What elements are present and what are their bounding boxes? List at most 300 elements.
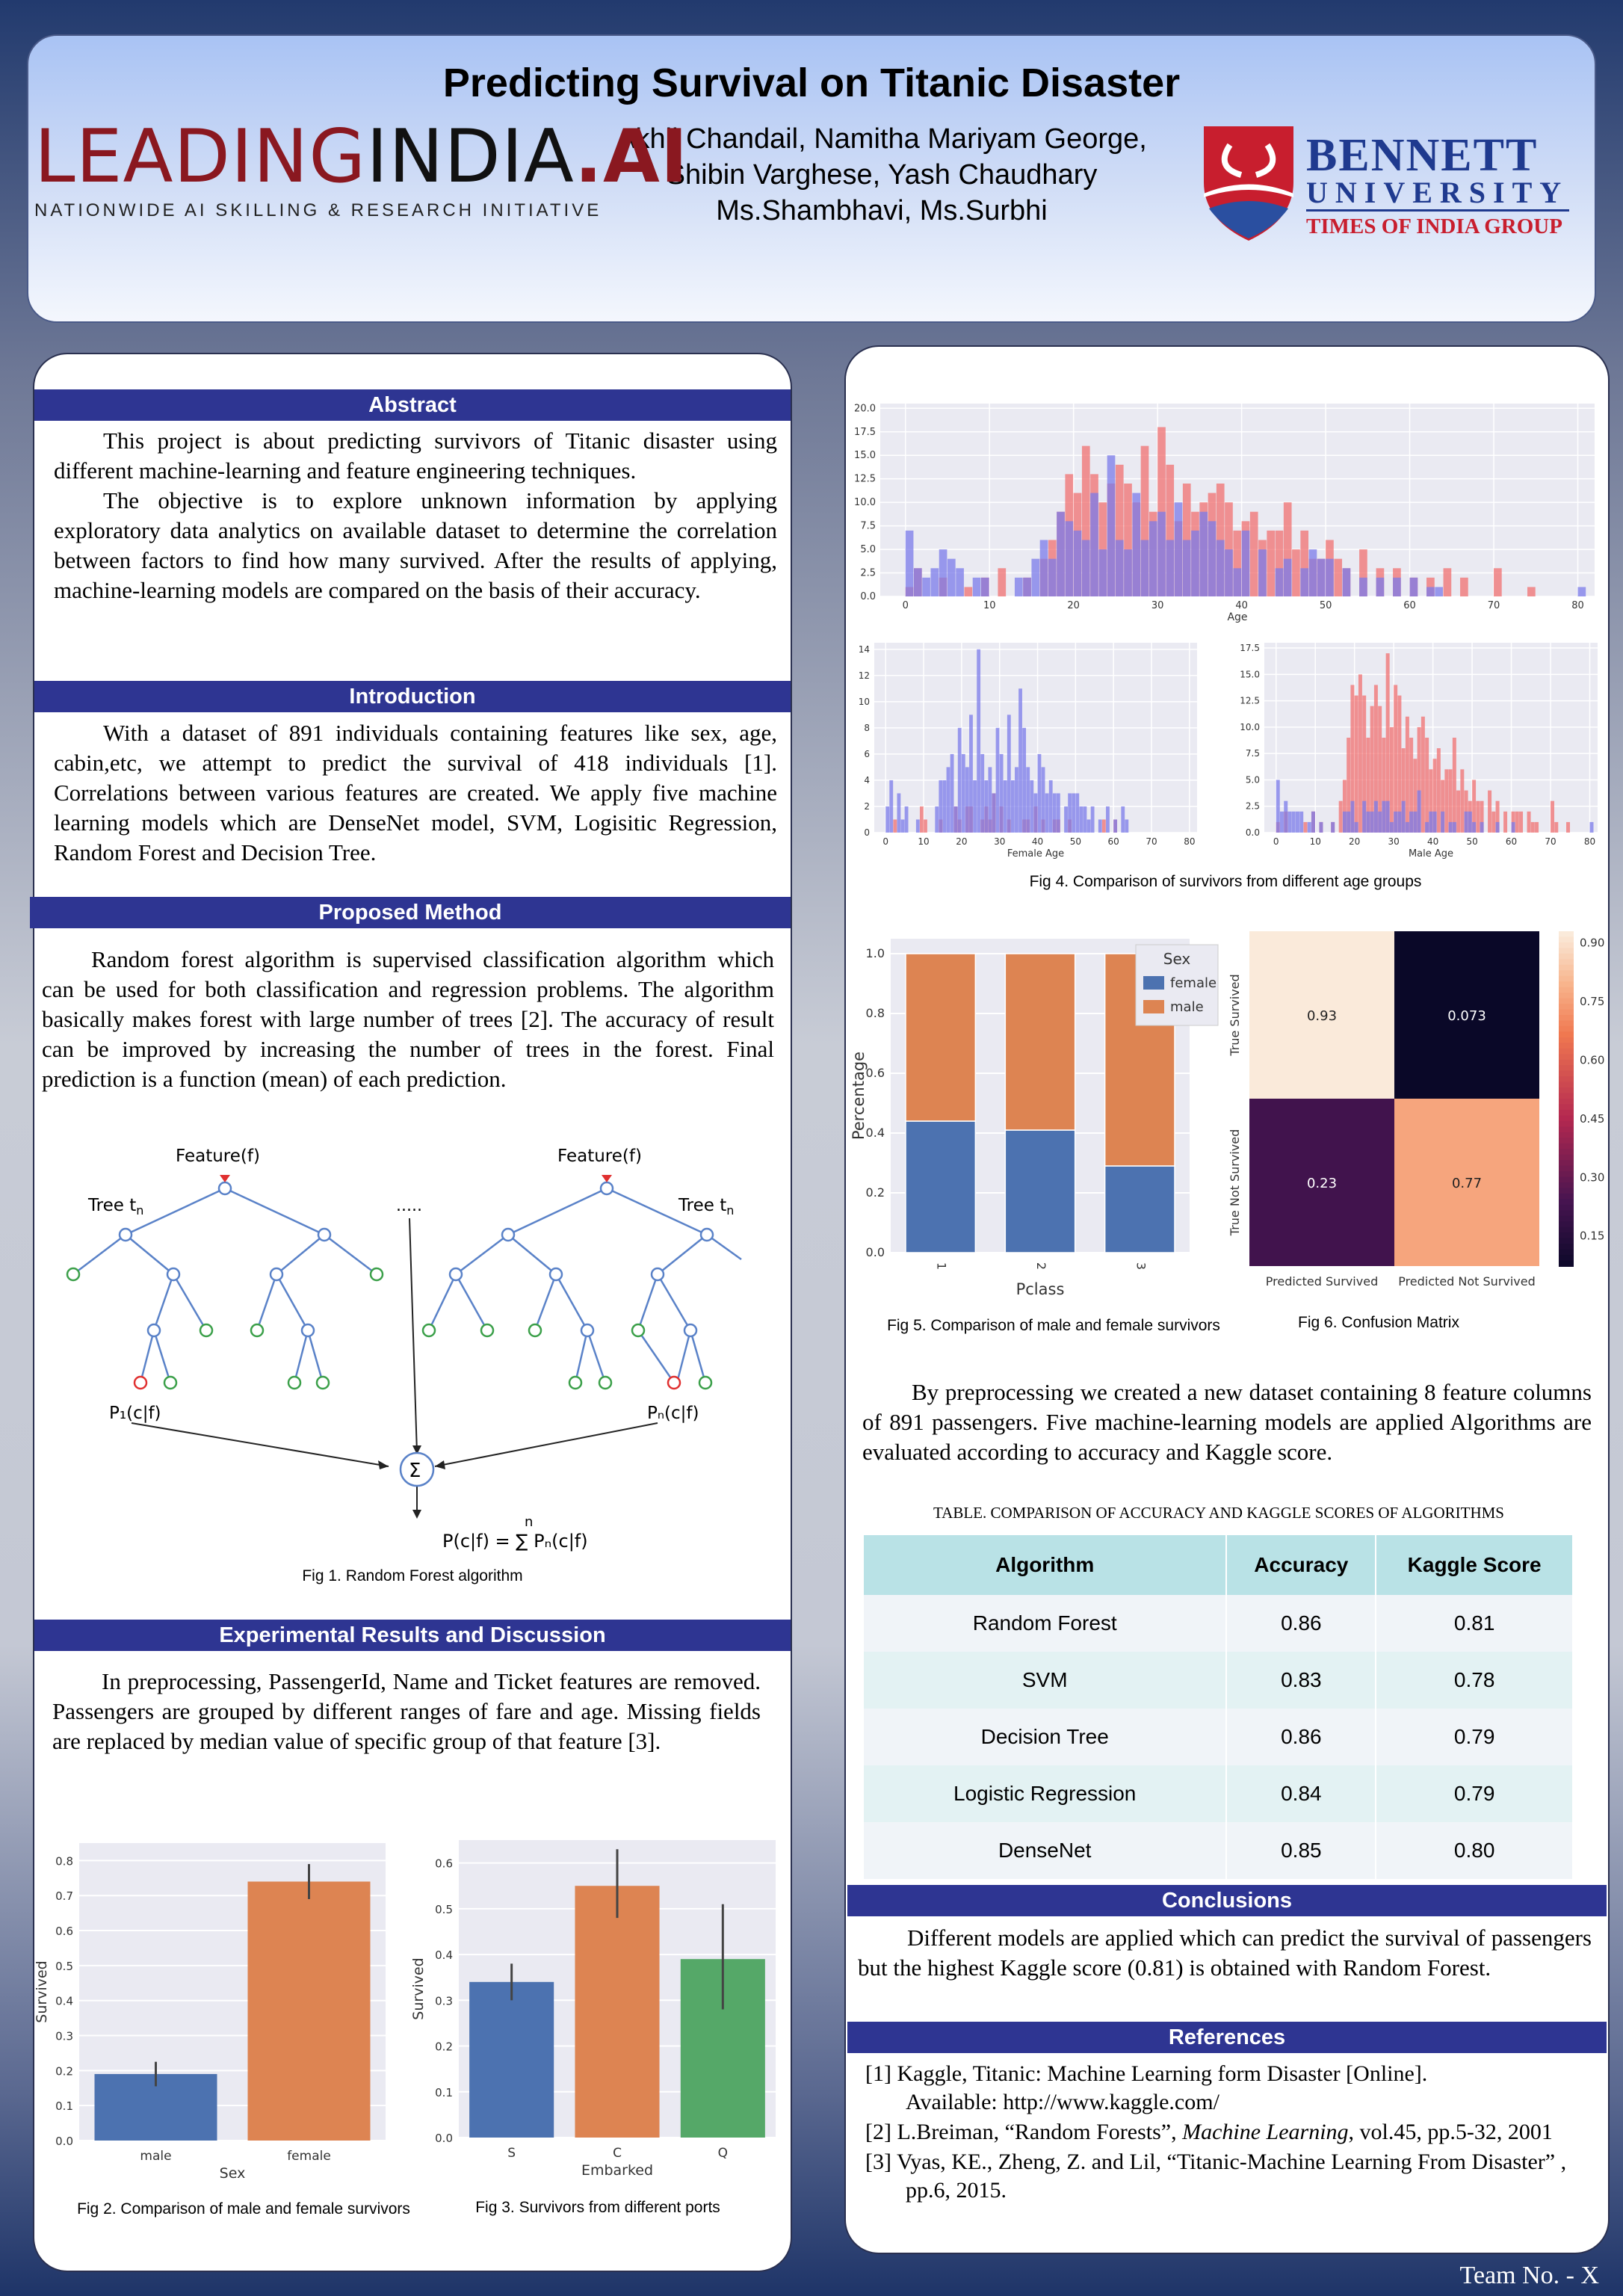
histogram-bar: [1267, 531, 1275, 596]
histogram-bar: [1311, 812, 1315, 833]
histogram-bar: [1390, 822, 1394, 833]
histogram-bar: [1421, 717, 1425, 833]
logo-tagline: NATIONWIDE AI SKILLING & RESEARCH INITIATIVE: [34, 200, 602, 220]
colorbar-segment: [1559, 981, 1574, 987]
y-tick-label: 0.4: [55, 1994, 73, 2008]
fig4-female-histogram: [846, 629, 1205, 867]
fig6-confusion-matrix: [1227, 927, 1605, 1315]
histogram-bar: [1374, 801, 1378, 833]
histogram-bar: [1590, 822, 1594, 833]
histogram-bar: [920, 806, 924, 833]
colorbar-segment: [1559, 1082, 1574, 1088]
leadingindia-logo: [34, 114, 689, 232]
x-tick-label: 0: [902, 600, 909, 611]
colorbar-segment: [1559, 1115, 1574, 1121]
x-axis-label: Female Age: [1007, 848, 1065, 860]
histogram-bar: [998, 568, 1006, 596]
histogram-bar: [964, 587, 972, 596]
colorbar-segment: [1559, 1188, 1574, 1194]
preprocessing-text: [862, 1377, 1592, 1467]
colorbar-segment: [1559, 1255, 1574, 1261]
y-tick-label: 0.0: [1245, 827, 1260, 838]
x-tick-label: 60: [1505, 836, 1518, 847]
histogram-bar: [939, 780, 942, 833]
histogram-bar: [939, 549, 947, 596]
histogram-bar: [1376, 578, 1385, 596]
histogram-bar: [1472, 822, 1476, 833]
colorbar-tick-label: 0.60: [1580, 1053, 1605, 1067]
x-tick-label: 40: [1426, 836, 1439, 847]
method-heading: Proposed Method: [30, 897, 791, 928]
x-tick-label: female: [287, 2149, 331, 2164]
y-tick-label: 0.8: [55, 1854, 73, 1868]
histogram-bar: [1460, 578, 1468, 596]
authors-line-1: Akhil Chandail, Namitha Mariyam George,: [616, 123, 1147, 155]
colorbar-segment: [1559, 1031, 1574, 1037]
table-row: [864, 1595, 1573, 1652]
x-tick-label: 0: [1273, 836, 1279, 847]
colorbar-segment: [1559, 1110, 1574, 1116]
row-label: True Survived: [1228, 974, 1242, 1056]
colorbar-segment: [1559, 1210, 1574, 1216]
introduction-text: [54, 718, 777, 868]
table-cell: Decision Tree: [864, 1709, 1226, 1765]
histogram-bar: [1031, 559, 1039, 596]
histogram-bar: [1394, 685, 1397, 833]
histogram-bar: [1468, 812, 1472, 833]
colorbar-segment: [1559, 1261, 1574, 1267]
stacked-bar-female: [1005, 1130, 1075, 1253]
abstract-text: [54, 426, 777, 605]
column-label: Predicted Survived: [1265, 1274, 1379, 1289]
colorbar-segment: [1559, 1010, 1574, 1016]
y-tick-label: 0.0: [860, 591, 876, 602]
x-tick-label: 20: [1067, 600, 1080, 611]
histogram-bar: [1317, 559, 1326, 596]
histogram-bar: [1382, 801, 1385, 833]
histogram-bar: [1418, 791, 1421, 833]
histogram-bar: [1141, 540, 1149, 596]
x-axis-label: Embarked: [581, 2162, 654, 2179]
colorbar-segment: [1559, 1049, 1574, 1055]
histogram-bar: [1045, 793, 1049, 833]
histogram-bar: [1480, 822, 1484, 833]
colorbar-segment: [1559, 1121, 1574, 1127]
histogram-bar: [1303, 822, 1307, 833]
x-tick-label: 70: [1545, 836, 1556, 847]
histogram-bar: [1449, 822, 1453, 833]
histogram-bar: [1074, 531, 1082, 596]
y-tick-label: 0.2: [55, 2064, 73, 2079]
histogram-bar: [977, 649, 980, 833]
x-tick-label: 40: [1031, 836, 1044, 847]
histogram-bar: [1004, 780, 1007, 833]
introduction-paragraph: With a dataset of 891 individuals containing features like sex, age, cabin,etc, we attempt to predict the survival of 418 individuals [1]. Correlations between various features are created. We apply five machine learning models which are DenseNet model, SVM, Logisitic Regression, Random Forest and Decision Tree.: [54, 720, 777, 865]
y-axis-label: Survived: [34, 1960, 50, 2023]
histogram-bar: [1465, 812, 1468, 833]
histogram-bar: [1116, 540, 1124, 596]
histogram-bar: [1355, 696, 1358, 833]
reference-1-url: Available: http://www.kaggle.com/: [906, 2090, 1219, 2114]
colorbar-segment: [1559, 959, 1574, 965]
colorbar-segment: [1559, 1037, 1574, 1043]
y-tick-label: 12: [858, 670, 870, 681]
histogram-bar: [1515, 812, 1519, 833]
column-label: Predicted Not Survived: [1398, 1274, 1536, 1289]
y-tick-label: 0.4: [865, 1126, 885, 1140]
histogram-bar: [1026, 767, 1030, 833]
references-list: [858, 2060, 1590, 2206]
histogram-bar: [1456, 791, 1460, 833]
histogram-bar: [914, 568, 922, 596]
histogram-bar: [1068, 793, 1072, 833]
colorbar-segment: [1559, 965, 1574, 971]
histogram-bar: [1106, 806, 1110, 833]
histogram-bar: [947, 767, 950, 833]
histogram-bar: [1098, 819, 1102, 833]
colorbar-segment: [1559, 976, 1574, 982]
legend-label: female: [1170, 975, 1217, 991]
x-axis-label: Male Age: [1408, 848, 1454, 860]
x-axis-label: Age: [1227, 611, 1248, 623]
histogram-bar: [1554, 822, 1558, 833]
x-tick-label: 30: [1151, 600, 1164, 611]
histogram-bar: [1015, 767, 1018, 833]
y-tick-label: 2: [864, 800, 870, 812]
histogram-bar: [1053, 793, 1057, 833]
histogram-bar: [1331, 822, 1335, 833]
tree-label-right: Tree $t_n$: [678, 1196, 735, 1218]
histogram-bar: [1413, 812, 1417, 833]
fig3-chart: [409, 1830, 783, 2196]
x-tick-label: C: [613, 2146, 622, 2161]
histogram-bar: [901, 819, 905, 833]
histogram-bar: [1437, 748, 1441, 833]
stacked-bar-male: [1005, 954, 1075, 1130]
y-tick-label: 1.0: [865, 946, 885, 960]
legend-title: Sex: [1163, 950, 1191, 968]
colorbar-segment: [1559, 1138, 1574, 1144]
histogram-bar: [973, 578, 981, 596]
histogram-bar: [1390, 727, 1394, 833]
table-row: [864, 1709, 1573, 1765]
histogram-bar: [1296, 812, 1299, 833]
colorbar-segment: [1559, 1232, 1574, 1238]
y-tick-label: 2.5: [860, 567, 876, 579]
table-header-kaggle: Kaggle Score: [1376, 1535, 1573, 1595]
histogram-bar: [1410, 578, 1418, 596]
histogram-bar: [1258, 549, 1267, 596]
results-table: [864, 1535, 1574, 1879]
histogram-bar: [1512, 822, 1515, 833]
histogram-bar: [1397, 812, 1401, 833]
histogram-bar: [1531, 822, 1535, 833]
histogram-bar: [1444, 769, 1448, 833]
preprocessing-paragraph: By preprocessing we created a new dataset containing 8 feature columns of 891 passengers. Five machine-learning models are applied Algorithms are evaluated according to accuracy and Kaggle score.: [862, 1379, 1592, 1465]
colorbar-tick-label: 0.30: [1580, 1170, 1605, 1185]
histogram-bar: [1040, 540, 1048, 596]
colorbar-segment: [1559, 1244, 1574, 1250]
table-cell: 0.86: [1226, 1595, 1376, 1652]
y-tick-label: 0.1: [435, 2085, 453, 2099]
abstract-heading: Abstract: [34, 389, 791, 421]
x-tick-label: 80: [1571, 600, 1584, 611]
histogram-bar: [1030, 780, 1033, 833]
colorbar-segment: [1559, 1087, 1574, 1093]
histogram-bar: [1453, 822, 1456, 833]
histogram-bar: [1535, 822, 1539, 833]
table-cell: 0.79: [1376, 1765, 1573, 1822]
reference-2-journal: Machine Learning: [1182, 2120, 1349, 2144]
y-tick-label: 0.0: [435, 2132, 453, 2145]
histogram-bar: [1242, 531, 1250, 596]
histogram-bar: [1319, 822, 1323, 833]
introduction-heading: Introduction: [34, 681, 791, 712]
x-tick-label: S: [507, 2146, 516, 2161]
histogram-bar: [1098, 549, 1107, 596]
bar-S: [469, 1982, 554, 2138]
histogram-bar: [1402, 801, 1406, 833]
table-cell: 0.78: [1376, 1652, 1573, 1709]
x-tick-label: 2: [1034, 1262, 1048, 1271]
histogram-bar: [1064, 806, 1068, 833]
colorbar-segment: [1559, 1060, 1574, 1066]
histogram-bar: [1343, 568, 1351, 596]
histogram-bar: [984, 780, 988, 833]
y-tick-label: 10: [858, 696, 870, 707]
histogram-bar: [1075, 793, 1079, 833]
heatmap-cell-value: 0.93: [1306, 1008, 1338, 1024]
histogram-bar: [1225, 549, 1233, 596]
pn-label: Pₙ(c|f): [647, 1404, 699, 1423]
histogram-bar: [1057, 512, 1065, 596]
colorbar-segment: [1559, 1205, 1574, 1211]
ellipsis-dots: .....: [396, 1197, 422, 1215]
bar-female: [248, 1882, 371, 2141]
histogram-bar: [1018, 688, 1022, 833]
histogram-bar: [1166, 540, 1174, 596]
histogram-bar: [1199, 512, 1208, 596]
heatmap-cell-value: 0.77: [1451, 1176, 1483, 1191]
histogram-bar: [1038, 754, 1042, 833]
histogram-bar: [1000, 754, 1004, 833]
histogram-bar: [1299, 812, 1303, 833]
table-row: [864, 1765, 1573, 1822]
feature-label-right: Feature(f): [557, 1147, 642, 1166]
fig4-caption: Fig 4. Comparison of survivors from different age groups: [1029, 873, 1422, 890]
y-tick-label: 17.5: [1240, 643, 1260, 654]
table-header-accuracy: Accuracy: [1226, 1535, 1376, 1595]
authors-line-2: Shibin Varghese, Yash Chaudhary: [666, 159, 1098, 191]
y-tick-label: 17.5: [854, 426, 876, 438]
histogram-bar: [889, 780, 893, 833]
histogram-bar: [1022, 728, 1026, 833]
conclusions-paragraph: Different models are applied which can predict the survival of passengers but the highest Kaggle score (0.81) is obtained with Random Forest.: [858, 1925, 1592, 1981]
colorbar-segment: [1559, 1194, 1574, 1200]
logo-word-ai: .AI: [574, 114, 689, 200]
table-header-row: [864, 1535, 1573, 1595]
histogram-bar: [1409, 812, 1413, 833]
histogram-bar: [1072, 793, 1075, 833]
histogram-bar: [1091, 806, 1095, 833]
bar-C: [575, 1886, 659, 2138]
y-axis-label: Survived: [410, 1957, 427, 2020]
reference-3: [3] Vyas, KE., Zheng, Z. and Lil, “Titanic-Machine Learning From Disaster” , pp.6, 2015.: [865, 2150, 1567, 2203]
experimental-heading: Experimental Results and Discussion: [34, 1620, 791, 1651]
histogram-bar: [1292, 549, 1300, 596]
fig2-caption: Fig 2. Comparison of male and female survivors: [77, 2200, 410, 2218]
y-tick-label: 0.0: [55, 2135, 73, 2148]
histogram-bar: [1157, 512, 1166, 596]
colorbar-segment: [1559, 1238, 1574, 1244]
histogram-bar: [1350, 801, 1354, 833]
y-tick-label: 10.0: [854, 497, 876, 509]
y-tick-label: 0.6: [865, 1066, 885, 1080]
x-tick-label: 80: [1184, 836, 1196, 847]
histogram-bar: [1083, 806, 1087, 833]
histogram-bar: [1339, 801, 1343, 833]
y-tick-label: 0.4: [435, 1948, 453, 1963]
conclusions-text: [858, 1923, 1592, 1983]
histogram-bar: [1284, 559, 1292, 596]
histogram-bar: [1362, 801, 1366, 833]
colorbar-segment: [1559, 1093, 1574, 1099]
table-cell: 0.80: [1376, 1822, 1573, 1879]
authors-line-3: Ms.Shambhavi, Ms.Surbhi: [716, 195, 1048, 226]
histogram-bar: [1049, 780, 1053, 833]
fig1-caption: Fig 1. Random Forest algorithm: [302, 1567, 523, 1584]
histogram-bar: [1425, 738, 1429, 833]
histogram-bar: [1494, 568, 1502, 596]
colorbar-segment: [1559, 1199, 1574, 1205]
y-tick-label: 0.3: [435, 1994, 453, 2008]
fig5-caption: Fig 5. Comparison of male and female survivors: [887, 1317, 1220, 1334]
university-word: UNIVERSITY: [1306, 176, 1569, 209]
legend-label: male: [1170, 999, 1204, 1015]
table-row: [864, 1822, 1573, 1879]
histogram-bar: [1011, 780, 1015, 833]
formula-upper-limit: n: [525, 1514, 534, 1530]
fig2-chart: [33, 1833, 406, 2199]
colorbar-segment: [1559, 1221, 1574, 1227]
histogram-bar: [905, 806, 909, 833]
x-tick-label: 60: [1107, 836, 1119, 847]
x-tick-label: 30: [1388, 836, 1400, 847]
colorbar-segment: [1559, 948, 1574, 954]
reference-2: [2] L.Breiman, “Random Forests”, Machine Learning, vol.45, pp.5-32, 2001: [865, 2120, 1553, 2144]
table-cell: Logistic Regression: [864, 1765, 1226, 1822]
colorbar-segment: [1559, 1216, 1574, 1222]
histogram-bar: [1429, 812, 1432, 833]
results-table-wrap: [864, 1535, 1574, 1879]
histogram-bar: [1124, 549, 1132, 596]
times-group-word: TIMES OF INDIA GROUP: [1306, 209, 1569, 241]
histogram-bar: [1250, 512, 1258, 596]
colorbar-segment: [1559, 1071, 1574, 1077]
colorbar-segment: [1559, 1177, 1574, 1183]
histogram-bar: [1406, 717, 1409, 833]
histogram-bar: [1435, 587, 1443, 596]
table-header-algorithm: Algorithm: [864, 1535, 1226, 1595]
x-tick-label: 20: [1349, 836, 1361, 847]
histogram-bar: [1347, 812, 1350, 833]
y-tick-label: 12.5: [854, 473, 876, 485]
histogram-bar: [1527, 812, 1531, 833]
fig5-stacked-chart: [846, 927, 1234, 1315]
histogram-bar: [1566, 822, 1570, 833]
histogram-bar: [1191, 531, 1199, 596]
histogram-bar: [1175, 502, 1183, 596]
histogram-bar: [1334, 559, 1342, 596]
histogram-bar: [956, 568, 964, 596]
y-tick-label: 20.0: [854, 403, 876, 415]
histogram-bar: [958, 728, 962, 833]
x-tick-label: 30: [994, 836, 1006, 847]
table-cell: SVM: [864, 1652, 1226, 1709]
x-tick-label: 20: [956, 836, 968, 847]
x-tick-label: 0: [882, 836, 889, 847]
histogram-bar: [1366, 812, 1370, 833]
heatmap-cell-value: 0.073: [1447, 1008, 1486, 1024]
p1-label: P₁(c|f): [109, 1404, 161, 1423]
colorbar-segment: [1559, 1054, 1574, 1060]
histogram-bar: [1496, 822, 1500, 833]
y-tick-label: 7.5: [1245, 748, 1260, 759]
table-cell: 0.86: [1226, 1709, 1376, 1765]
colorbar-segment: [1559, 1043, 1574, 1049]
logo-word-leading: LEADING: [34, 114, 367, 200]
colorbar-segment: [1559, 1026, 1574, 1032]
histogram-bar: [1519, 812, 1523, 833]
y-tick-label: 0.6: [55, 1925, 73, 1939]
y-tick-label: 7.5: [860, 520, 876, 532]
histogram-bar: [1433, 812, 1437, 833]
y-axis-label: Percentage: [850, 1051, 868, 1141]
x-axis-label: Sex: [219, 2165, 246, 2182]
histogram-bar: [1343, 812, 1347, 833]
colorbar-segment: [1559, 1076, 1574, 1082]
x-tick-label: 70: [1487, 600, 1500, 611]
y-tick-label: 0.3: [55, 2029, 73, 2043]
colorbar-segment: [1559, 1250, 1574, 1256]
stacked-bar-female: [1105, 1166, 1175, 1253]
colorbar-segment: [1559, 942, 1574, 948]
colorbar-tick-label: 0.75: [1580, 995, 1605, 1009]
y-tick-label: 0.1: [55, 2099, 73, 2114]
histogram-bar: [1355, 822, 1358, 833]
histogram-bar: [1300, 568, 1308, 596]
histogram-bar: [1183, 540, 1191, 596]
histogram-bar: [1287, 812, 1291, 833]
colorbar-segment: [1559, 1144, 1574, 1149]
colorbar-segment: [1559, 936, 1574, 942]
logo-word-india: INDIA: [366, 114, 575, 200]
histogram-bar: [1042, 767, 1045, 833]
y-tick-label: 0.6: [435, 1857, 453, 1871]
histogram-bar: [1393, 578, 1401, 596]
y-tick-label: 2.5: [1245, 800, 1260, 812]
histogram-bar: [1276, 780, 1280, 833]
histogram-bar: [1132, 493, 1140, 596]
histogram-bar: [988, 767, 992, 833]
bennett-logo: [1306, 130, 1583, 241]
table-cell: DenseNet: [864, 1822, 1226, 1879]
histogram-bar: [1107, 455, 1116, 596]
histogram-bar: [1476, 801, 1480, 833]
random-forest-diagram: [60, 1136, 762, 1555]
histogram-bar: [980, 754, 984, 833]
x-tick-label: 10: [918, 836, 930, 847]
